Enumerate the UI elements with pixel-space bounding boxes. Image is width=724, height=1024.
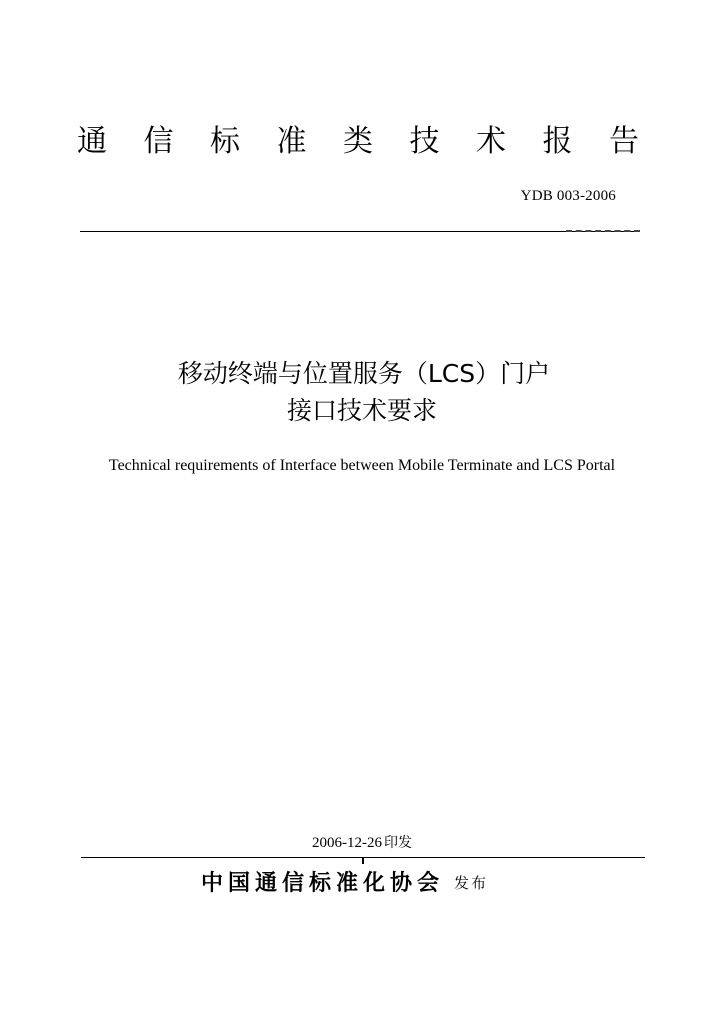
issuer-name: 中国通信标准化协会: [201, 871, 445, 896]
title-chinese-line-2: 接口技术要求: [286, 396, 437, 425]
release-label: 发布: [454, 874, 489, 892]
document-number: YDB 003-2006: [520, 188, 616, 204]
doc-type-char: 准: [276, 124, 307, 159]
title-english: Technical requirements of Interface between Mobile Terminate and LCS Portal: [108, 457, 616, 474]
doc-type-char: 告: [609, 124, 639, 159]
issue-date-line: [0, 832, 724, 853]
footer-divider-tick: [362, 858, 364, 864]
issue-date: 2006-12-26: [312, 835, 382, 851]
doc-type-char: 类: [343, 124, 373, 159]
doc-type-char: 术: [476, 124, 506, 159]
title-chinese-line-1: 移动终端与位置服务（LCS）门户: [177, 359, 551, 388]
header-divider-dash: [566, 230, 640, 232]
document-type-heading: [75, 122, 641, 162]
doc-type-char: 通: [77, 124, 107, 159]
doc-type-char: 信: [143, 124, 174, 159]
issue-date-suffix: 印发: [384, 835, 412, 851]
issuer-line: [201, 868, 488, 899]
doc-type-char: 技: [409, 124, 440, 159]
header-divider: [80, 231, 640, 232]
doc-type-char: 报: [542, 124, 573, 159]
doc-type-char: 标: [210, 124, 240, 159]
